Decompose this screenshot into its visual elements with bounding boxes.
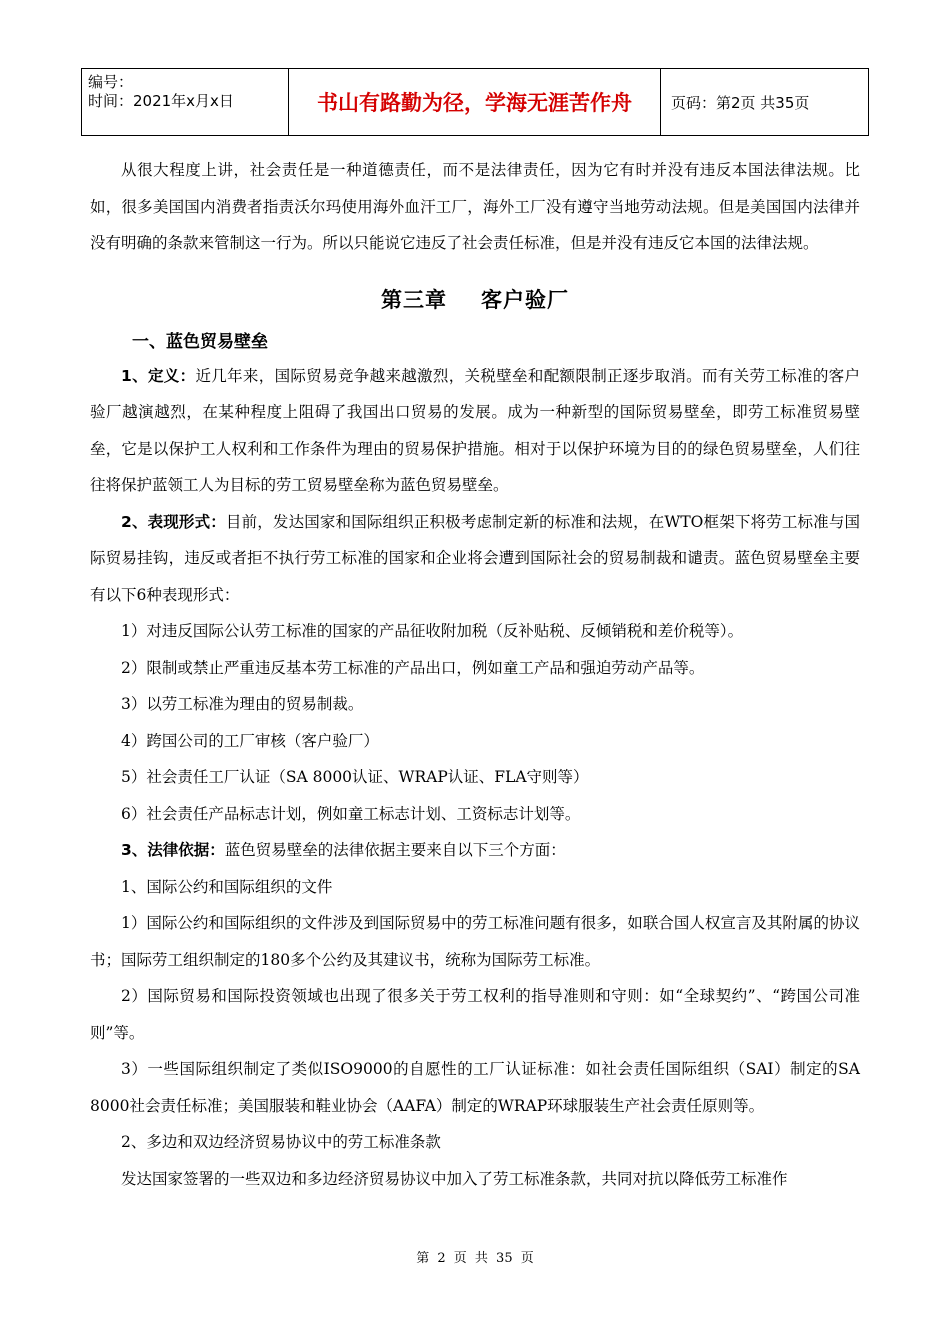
list-item: 1）对违反国际公认劳工标准的国家的产品征收附加税（反补贴税、反倾销税和差价税等）。 xyxy=(121,622,744,640)
time-label: 时间：2021年x月x日 xyxy=(88,92,234,110)
forms-paragraph xyxy=(90,504,860,614)
intro-paragraph: 从很大程度上讲，社会责任是一种道德责任，而不是法律责任，因为它有时并没有违反本国法律法规。比如，很多美国国内消费者指责沃尔玛使用海外血汗工厂，海外工厂没有遵守当地劳动法规。但是美国国内法律并没有明确的条款来管制这一行为。所以只能说它违反了社会责任标准，但是并没有违反它本国的法律法规。 xyxy=(90,161,860,252)
forms-text: 目前，发达国家和国际组织正积极考虑制定新的标准和法规，在WTO框架下将劳工标准与国际贸易挂钩，违反或者拒不执行劳工标准的国家和企业将会遭到国际社会的贸易制裁和谴责。蓝色贸易壁垒主要有以下6种表现形式： xyxy=(90,512,860,604)
law-label: 3、法律依据： xyxy=(121,841,225,859)
forms-label: 2、表现形式： xyxy=(121,512,226,531)
header-table xyxy=(81,68,869,136)
header-motto: 书山有路勤为径，学海无涯苦作舟 xyxy=(289,69,661,136)
law2-paragraph: 发达国家签署的一些双边和多边经济贸易协议中加入了劳工标准条款，共同对抗以降低劳工标准作 xyxy=(121,1169,788,1188)
definition-label: 1、定义： xyxy=(121,366,196,385)
list-item: 2）国际贸易和国际投资领域也出现了很多关于劳工权利的指导准则和守则：如“全球契约”、“跨国公司准则”等。 xyxy=(90,987,860,1042)
list-item: 6）社会责任产品标志计划，例如童工标志计划、工资标志计划等。 xyxy=(121,804,581,823)
chapter-number: 第三章 xyxy=(381,287,447,312)
chapter-heading xyxy=(90,284,860,314)
list-item: 1）国际公约和国际组织的文件涉及到国际贸易中的劳工标准问题有很多，如联合国人权宣言及其附属的协议书；国际劳工组织制定的180多个公约及其建议书，统称为国际劳工标准。 xyxy=(90,914,860,969)
law1-title: 1、国际公约和国际组织的文件 xyxy=(121,877,333,896)
list-item: 4）跨国公司的工厂审核（客户验厂） xyxy=(121,731,379,750)
header-page-info: 页码：第2页 共35页 xyxy=(661,69,869,136)
page-footer: 第 2 页 共 35 页 xyxy=(416,1251,534,1266)
list-item: 3）一些国际组织制定了类似ISO9000的自愿性的工厂认证标准：如社会责任国际组织（SAI）制定的SA 8000社会责任标准；美国服装和鞋业协会（AAFA）制定的WRAP环球服装生产社会责任原则等。 xyxy=(90,1060,860,1115)
chapter-title: 客户验厂 xyxy=(481,287,569,312)
header-meta-cell xyxy=(82,69,289,136)
definition-paragraph xyxy=(90,358,860,504)
list-item: 2）限制或禁止严重违反基本劳工标准的产品出口，例如童工产品和强迫劳动产品等。 xyxy=(121,658,705,677)
definition-text: 近几年来，国际贸易竞争越来越激烈，关税壁垒和配额限制正逐步取消。而有关劳工标准的客户验厂越演越烈，在某种程度上阻碍了我国出口贸易的发展。成为一种新型的国际贸易壁垒，即劳工标准贸易壁垒，它是以保护工人权利和工作条件为理由的贸易保护措施。相对于以保护环境为目的的绿色贸易壁垒，人们往往将保护蓝领工人为目标的劳工贸易壁垒称为蓝色贸易壁垒。 xyxy=(90,366,860,494)
section-heading: 一、蓝色贸易壁垒 xyxy=(132,331,268,352)
law2-title: 2、多边和双边经济贸易协议中的劳工标准条款 xyxy=(121,1133,441,1151)
law-text: 蓝色贸易壁垒的法律依据主要来自以下三个方面： xyxy=(224,841,566,859)
number-label: 编号： xyxy=(88,73,134,91)
document-body xyxy=(90,152,860,1197)
list-item: 5）社会责任工厂认证（SA 8000认证、WRAP认证、FLA守则等） xyxy=(121,768,589,786)
list-item: 3）以劳工标准为理由的贸易制裁。 xyxy=(121,695,364,713)
law-paragraph xyxy=(90,832,860,869)
